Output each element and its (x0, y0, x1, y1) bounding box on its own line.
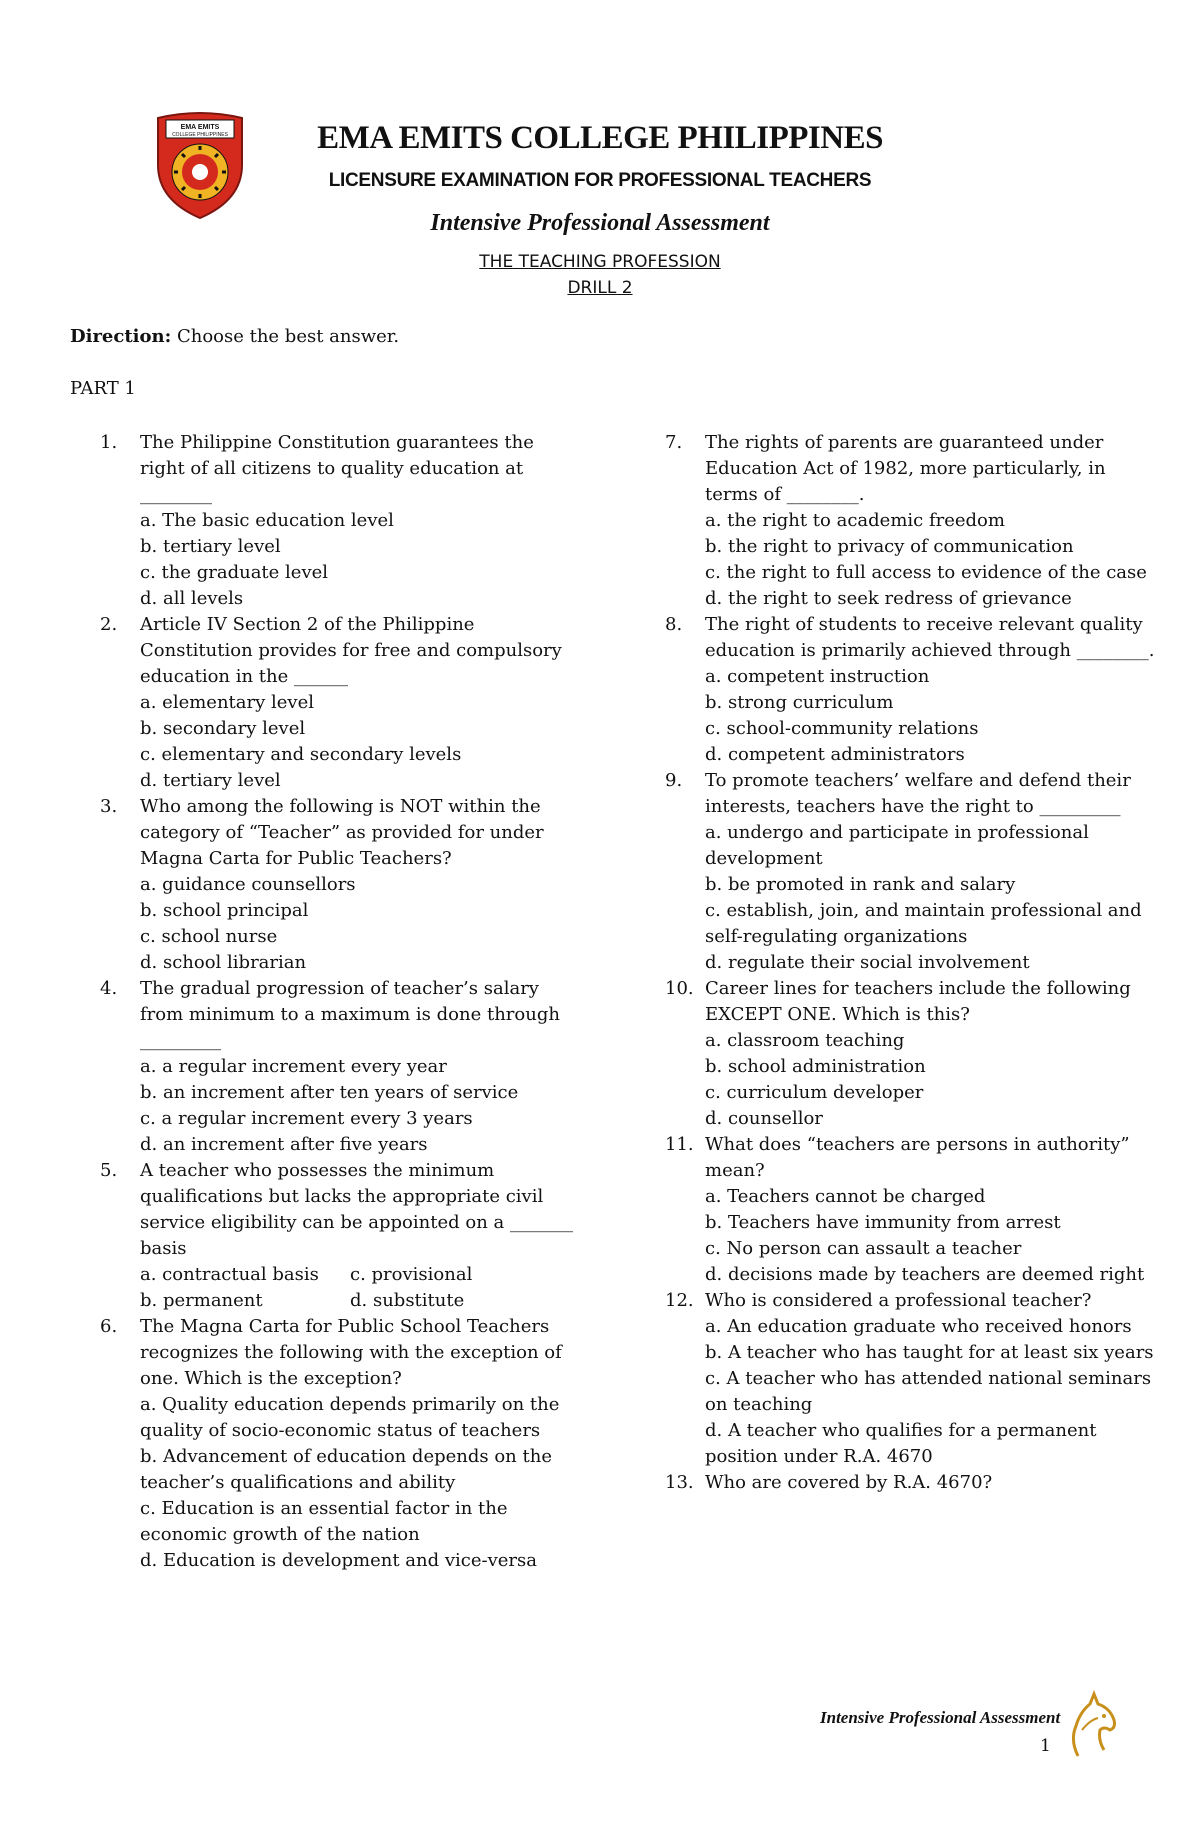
option-a: a. elementary level (140, 692, 314, 713)
question-text: Who among the following is NOT within the category of “Teacher” as provided for under Magna Carta for Public Teachers? (140, 796, 544, 869)
question-number: 8. (665, 614, 683, 635)
questions-column-left (100, 430, 580, 1574)
question-text: What does “teachers are persons in authority” mean? (705, 1134, 1130, 1181)
option-d: d. regulate their social involvement (705, 952, 1030, 973)
svg-text:COLLEGE PHILIPPINES: COLLEGE PHILIPPINES (172, 132, 228, 138)
question-4 (100, 976, 580, 1158)
option-d: d. an increment after five years (140, 1134, 428, 1155)
option-a: a. An education graduate who received honors (705, 1316, 1132, 1337)
option-b: b. Teachers have immunity from arrest (705, 1212, 1061, 1233)
questions-column-right (665, 430, 1155, 1496)
footer-program-title: Intensive Professional Assessment (820, 1708, 1061, 1727)
option-d: d. counsellor (705, 1108, 823, 1129)
option-a: a. competent instruction (705, 666, 930, 687)
page-number: 1 (1040, 1736, 1051, 1756)
direction (70, 326, 399, 347)
option-d: d. the right to seek redress of grievance (705, 588, 1072, 609)
option-b: b. strong curriculum (705, 692, 894, 713)
question-text: To promote teachers’ welfare and defend their interests, teachers have the right to _________ (705, 770, 1131, 817)
option-a: a. Quality education depends primarily on the quality of socio-economic status of teachers (140, 1394, 560, 1441)
question-text: A teacher who possesses the minimum qualifications but lacks the appropriate civil service eligibility can be appointed on a _______ basis (140, 1160, 573, 1259)
question-2 (100, 612, 580, 794)
option-b: b. tertiary level (140, 536, 281, 557)
question-number: 2. (100, 614, 118, 635)
option-c: c. elementary and secondary levels (140, 744, 462, 765)
question-number: 6. (100, 1316, 118, 1337)
direction-text: Choose the best answer. (171, 326, 400, 347)
option-b: b. school principal (140, 900, 309, 921)
program-title: Intensive Professional Assessment (430, 210, 770, 236)
option-d: d. all levels (140, 588, 244, 609)
option-b: b. the right to privacy of communication (705, 536, 1074, 557)
option-a: a. undergo and participate in professional development (705, 822, 1089, 869)
question-number: 11. (665, 1134, 694, 1155)
direction-label: Direction: (70, 326, 172, 347)
option-d: d. school librarian (140, 952, 307, 973)
question-text: The right of students to receive relevant quality education is primarily achieved through ________. (705, 614, 1155, 661)
question-number: 7. (665, 432, 683, 453)
question-10 (665, 976, 1155, 1132)
option-a: a. classroom teaching (705, 1030, 905, 1051)
option-a: a. guidance counsellors (140, 874, 356, 895)
options-row (140, 1288, 580, 1314)
question-number: 10. (665, 978, 694, 999)
question-number: 9. (665, 770, 683, 791)
option-c: c. a regular increment every 3 years (140, 1108, 473, 1129)
option-c: c. the right to full access to evidence of the case (705, 562, 1147, 583)
question-text: The gradual progression of teacher’s salary from minimum to a maximum is done through _________ (140, 978, 560, 1051)
option-d: d. decisions made by teachers are deemed right (705, 1264, 1145, 1285)
subject-title: THE TEACHING PROFESSION (479, 252, 721, 272)
question-11 (665, 1132, 1155, 1288)
option-b: b. be promoted in rank and salary (705, 874, 1016, 895)
horse-head-icon (1060, 1690, 1120, 1760)
option-d: d. competent administrators (705, 744, 965, 765)
option-b: b. school administration (705, 1056, 926, 1077)
option-c: c. provisional (350, 1264, 473, 1285)
question-text: Who are covered by R.A. 4670? (705, 1472, 993, 1493)
question-number: 13. (665, 1472, 694, 1493)
college-name: EMA EMITS COLLEGE PHILIPPINES (317, 120, 883, 156)
question-3 (100, 794, 580, 976)
option-c: c. Education is an essential factor in the economic growth of the nation (140, 1498, 508, 1545)
drill-title: DRILL 2 (567, 278, 633, 298)
option-d: d. Education is development and vice-versa (140, 1550, 537, 1571)
option-c: c. No person can assault a teacher (705, 1238, 1022, 1259)
question-number: 1. (100, 432, 118, 453)
question-number: 4. (100, 978, 118, 999)
question-text: Career lines for teachers include the following EXCEPT ONE. Which is this? (705, 978, 1131, 1025)
option-c: c. school nurse (140, 926, 278, 947)
option-a: a. the right to academic freedom (705, 510, 1005, 531)
question-1 (100, 430, 580, 612)
option-c: c. the graduate level (140, 562, 329, 583)
question-12 (665, 1288, 1155, 1470)
question-text: The rights of parents are guaranteed under Education Act of 1982, more particularly, in terms of ________. (705, 432, 1106, 505)
option-d: d. tertiary level (140, 770, 281, 791)
option-a: a. Teachers cannot be charged (705, 1186, 986, 1207)
college-seal-logo (150, 110, 250, 220)
option-d: d. A teacher who qualifies for a permanent position under R.A. 4670 (705, 1420, 1097, 1467)
option-c: c. curriculum developer (705, 1082, 924, 1103)
option-a: a. The basic education level (140, 510, 394, 531)
option-a: a. contractual basis (140, 1264, 319, 1285)
options-row (140, 1262, 580, 1288)
question-13 (665, 1470, 1155, 1496)
question-6 (100, 1314, 580, 1574)
option-d: d. substitute (350, 1290, 465, 1311)
option-b: b. secondary level (140, 718, 306, 739)
question-9 (665, 768, 1155, 976)
question-5 (100, 1158, 580, 1314)
option-c: c. A teacher who has attended national seminars on teaching (705, 1368, 1152, 1415)
option-b: b. Advancement of education depends on the teacher’s qualifications and ability (140, 1446, 552, 1493)
question-number: 12. (665, 1290, 694, 1311)
question-number: 5. (100, 1160, 118, 1181)
question-7 (665, 430, 1155, 612)
exam-title: LICENSURE EXAMINATION FOR PROFESSIONAL TEACHERS (328, 170, 872, 191)
option-a: a. a regular increment every year (140, 1056, 447, 1077)
svg-text:EMA EMITS: EMA EMITS (180, 124, 220, 131)
option-b: b. A teacher who has taught for at least six years (705, 1342, 1154, 1363)
option-b: b. an increment after ten years of service (140, 1082, 519, 1103)
question-text: The Philippine Constitution guarantees the right of all citizens to quality education at ________ (140, 432, 534, 505)
question-8 (665, 612, 1155, 768)
question-number: 3. (100, 796, 118, 817)
part-heading: PART 1 (70, 378, 136, 399)
question-text: Who is considered a professional teacher? (705, 1290, 1092, 1311)
option-b: b. permanent (140, 1290, 263, 1311)
option-c: c. school-community relations (705, 718, 979, 739)
question-text: The Magna Carta for Public School Teachers recognizes the following with the exception of one. Which is the exception? (140, 1316, 562, 1389)
option-c: c. establish, join, and maintain professional and self-regulating organizations (705, 900, 1142, 947)
question-text: Article IV Section 2 of the Philippine Constitution provides for free and compulsory education in the ______ (140, 614, 562, 687)
